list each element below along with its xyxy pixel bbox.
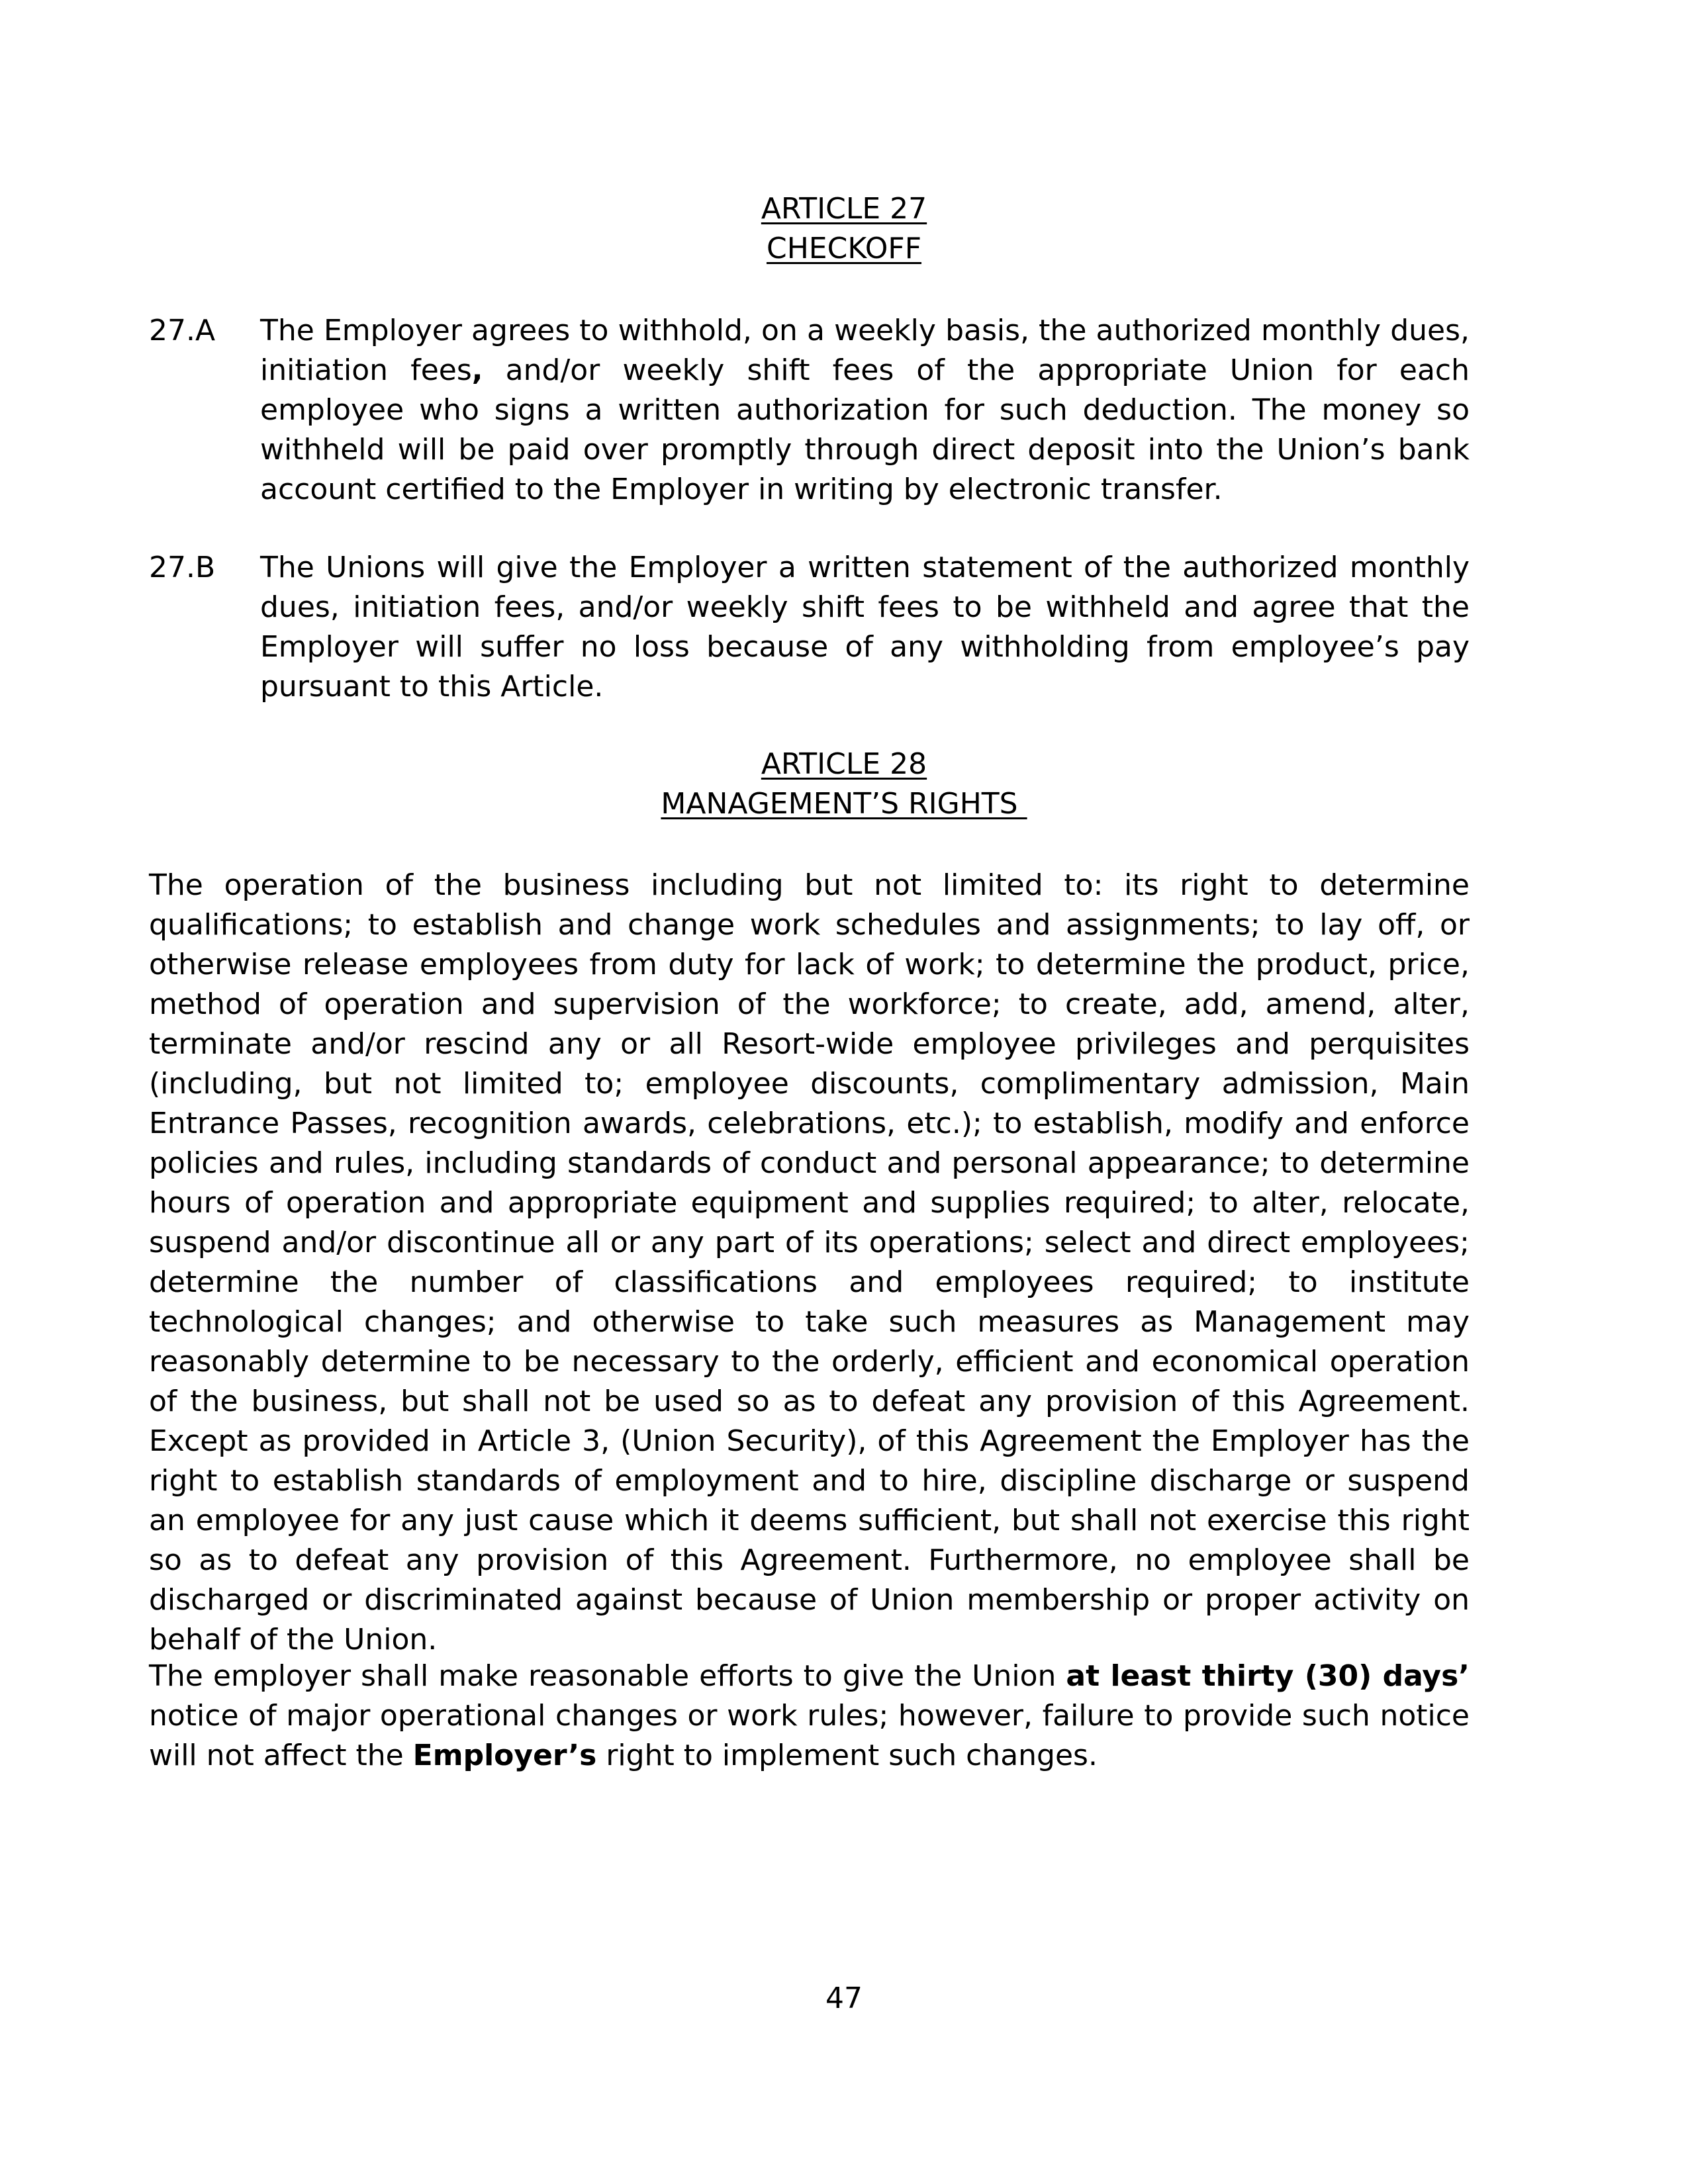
section-27a-text: The Employer agrees to withhold, on a weekly basis, the authorized monthly dues, initiation fees, and/or weekly shift fees of the appropriate Union for each employee who signs a written authorization for such deduction. The money so withheld will be paid over promptly through direct deposit into the Union’s bank account certified to the Employer in writing by electronic transfer. — [260, 314, 1470, 506]
article-27-heading-number: ARTICLE 27 — [761, 192, 927, 226]
page-number: 47 — [825, 1981, 863, 2015]
article-28-paragraph-2: The employer shall make reasonable efforts to give the Union at least thirty (30) days’ notice of major operational changes or work rules; however, failure to provide such notice will not affect the Employer’s right to implement such changes. — [149, 1659, 1470, 1772]
section-27b-number: 27.B — [149, 551, 216, 584]
article-28-heading-number: ARTICLE 28 — [761, 747, 927, 781]
article-28-paragraph-1: The operation of the business including but not limited to: its right to determine qualifications; to establish and change work schedules and assignments; to lay off, or otherwise release employees from duty for lack of work; to determine the product, price, method of operation and supervision of the workforce; to create, add, amend, alter, terminate and/or rescind any or all Resort-wide employee privileges and perquisites (including, but not limited to; employee discounts, complimentary admission, Main Entrance Passes, recognition awards, celebrations, etc.); to establish, modify and enforce policies and rules, including standards of conduct and personal appearance; to determine hours of operation and appropriate equipment and supplies required; to alter, relocate, suspend and/or discontinue all or any part of its operations; select and direct employees; determine the number of classifications and employees required; to institute technological changes; and otherwise to take such measures as Management may reasonably determine to be necessary to the orderly, efficient and economical operation of the business, but shall not be used so as to defeat any provision of this Agreement. Except as provided in Article 3, (Union Security), of this Agreement the Employer has the right to establish standards of employment and to hire, discipline discharge or suspend an employee for any just cause which it deems sufficient, but shall not exercise this right so as to defeat any provision of this Agreement. Furthermore, no employee shall be discharged or discriminated against because of Union membership or proper activity on behalf of the Union. — [149, 868, 1470, 1657]
section-27a-number: 27.A — [149, 314, 216, 347]
article-27-heading-title: CHECKOFF — [766, 232, 922, 265]
article-28-heading-title: MANAGEMENT’S RIGHTS — [661, 787, 1027, 821]
section-27b-text: The Unions will give the Employer a written statement of the authorized monthly dues, initiation fees, and/or weekly shift fees to be withheld and agree that the Employer will suffer no loss because of any withholding from employee’s pay pursuant to this Article. — [260, 551, 1470, 704]
